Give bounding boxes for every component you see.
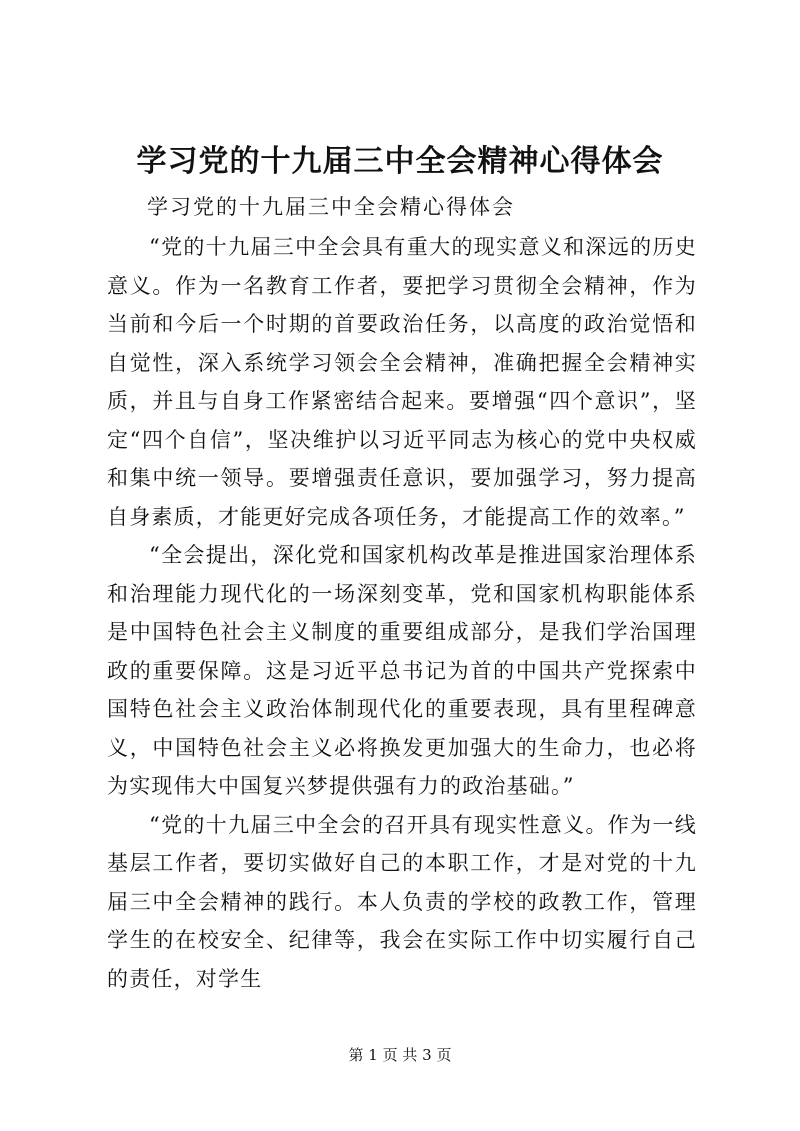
document-title: 学习党的十九届三中全会精神心得体会	[136, 144, 664, 179]
document-subtitle: 学习党的十九届三中全会精心得体会	[147, 195, 515, 219]
paragraph-2: “全会提出，深化党和国家机构改革是推进国家治理体系和治理能力现代化的一场深刻变革，党和国家机构职能体系是中国特色社会主义制度的重要组成部分，是我们学治国理政的重要保障。这是习近平总书记为首的中国共产党探索中国特色社会主义政治体制现代化的重要表现，具有里程碑意义，中国特色社会主义必将换发更加强大的生命力，也必将为实现伟大中国复兴梦提供强有力的政治基础。”	[107, 543, 697, 798]
page-footer: 第 1 页 共 3 页	[348, 1046, 452, 1064]
paragraph-3: “党的十九届三中全会的召开具有现实性意义。作为一线基层工作者，要切实做好自己的本职工作，才是对党的十九届三中全会精神的践行。本人负责的学校的政教工作，管理学生的在校安全、纪律等，我会在实际工作中切实履行自己的责任，对学生	[107, 812, 697, 991]
document-body	[107, 228, 697, 998]
paragraph-1: “党的十九届三中全会具有重大的现实意义和深远的历史意义。作为一名教育工作者，要把学习贯彻全会精神，作为当前和今后一个时期的首要政治任务，以高度的政治觉悟和自觉性，深入系统学习领会全会精神，准确把握全会精神实质，并且与自身工作紧密结合起来。要增强“四个意识”，坚定“四个自信”，坚决维护以习近平同志为核心的党中央权威和集中统一领导。要增强责任意识，要加强学习，努力提高自身素质，才能更好完成各项任务，才能提高工作的效率。”	[107, 235, 697, 529]
